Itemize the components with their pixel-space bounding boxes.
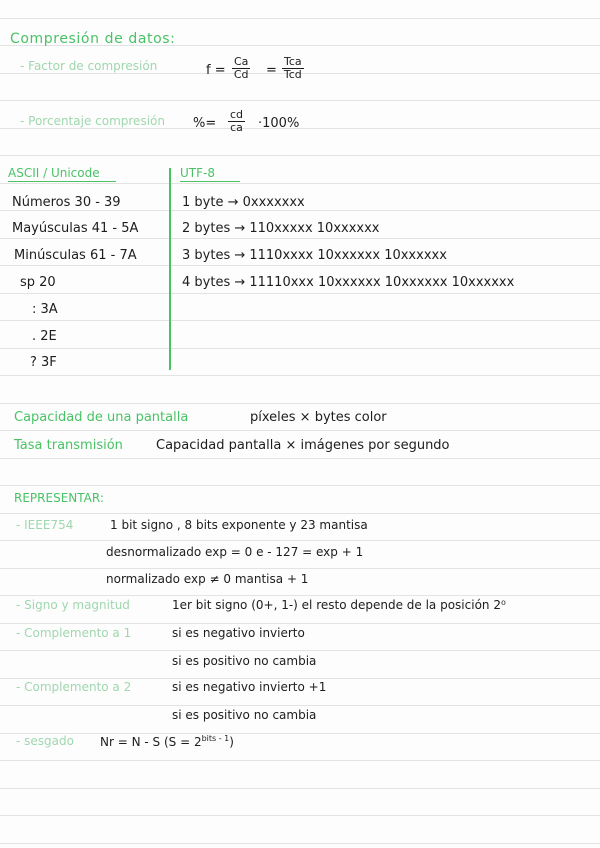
factor-fraction-2 [282, 56, 304, 81]
ieee-line-3: normalizado exp ≠ 0 mantisa + 1 [106, 572, 309, 586]
c1-line-1: si es negativo invierto [172, 626, 305, 640]
c1-line-2: si es positivo no cambia [172, 654, 317, 668]
ascii-row: sp 20 [20, 275, 56, 290]
ascii-heading: ASCII / Unicode [8, 166, 100, 180]
factor-frac1-den: Cd [233, 68, 249, 81]
page-title: Compresión de datos: [10, 31, 176, 47]
sesgado-label: - sesgado [16, 734, 74, 748]
ieee-line-2: desnormalizado exp = 0 e - 127 = exp + 1 [106, 545, 364, 559]
tasa-label: Tasa transmisión [14, 438, 123, 453]
porcentaje-fraction [228, 109, 245, 134]
ieee-line-1: 1 bit signo , 8 bits exponente y 23 mantisa [110, 518, 368, 532]
ascii-row: . 2E [32, 329, 57, 344]
c2-label: - Complemento a 2 [16, 680, 132, 694]
porcentaje-suffix: ·100% [258, 116, 300, 131]
utf8-row: 2 bytes → 110xxxxx 10xxxxxx [182, 221, 380, 236]
c2-line-1: si es negativo invierto +1 [172, 680, 327, 694]
utf8-row: 3 bytes → 1110xxxx 10xxxxxx 10xxxxxx [182, 248, 447, 263]
factor-fraction-1 [232, 56, 250, 81]
signo-value: 1er bit signo (0+, 1-) el resto depende de la posición 2⁰ [172, 598, 506, 612]
utf8-heading: UTF-8 [180, 166, 215, 180]
factor-frac2-num: Tca [284, 55, 302, 68]
utf8-heading-underline [180, 181, 240, 182]
ascii-row: Mayúsculas 41 - 5A [12, 221, 139, 236]
tasa-value: Capacidad pantalla × imágenes por segundo [156, 438, 450, 453]
utf8-row: 4 bytes → 11110xxx 10xxxxxx 10xxxxxx 10xxxxxx [182, 275, 515, 290]
porcentaje-label: - Porcentaje compresión [20, 114, 165, 128]
utf8-row: 1 byte → 0xxxxxxx [182, 195, 305, 210]
sesgado-value [100, 735, 234, 748]
representar-heading: REPRESENTAR: [14, 491, 104, 505]
c2-line-2: si es positivo no cambia [172, 708, 317, 722]
factor-label: - Factor de compresión [20, 59, 158, 73]
sesgado-exponent: bits - 1 [201, 734, 230, 743]
sesgado-formula: Nr = N - S (S = 2 [100, 735, 202, 749]
factor-equals: = [266, 63, 277, 78]
signo-label: - Signo y magnitud [16, 598, 130, 612]
sesgado-close: ) [229, 735, 234, 749]
capacidad-label: Capacidad de una pantalla [14, 410, 189, 425]
factor-symbol: f = [206, 63, 226, 78]
porcentaje-symbol: %= [193, 116, 217, 131]
ascii-row: Números 30 - 39 [12, 195, 121, 210]
ieee-label: - IEEE754 [16, 518, 74, 532]
c1-label: - Complemento a 1 [16, 626, 132, 640]
factor-frac2-den: Tcd [283, 68, 302, 81]
ascii-row: Minúsculas 61 - 7A [14, 248, 137, 263]
porcentaje-frac-num: cd [230, 108, 244, 121]
factor-frac1-num: Ca [234, 55, 249, 68]
column-divider [169, 168, 171, 370]
ascii-row: : 3A [32, 302, 58, 317]
ascii-heading-underline [8, 181, 116, 182]
ascii-row: ? 3F [30, 355, 57, 370]
capacidad-value: píxeles × bytes color [250, 410, 387, 425]
porcentaje-frac-den: ca [230, 121, 243, 134]
